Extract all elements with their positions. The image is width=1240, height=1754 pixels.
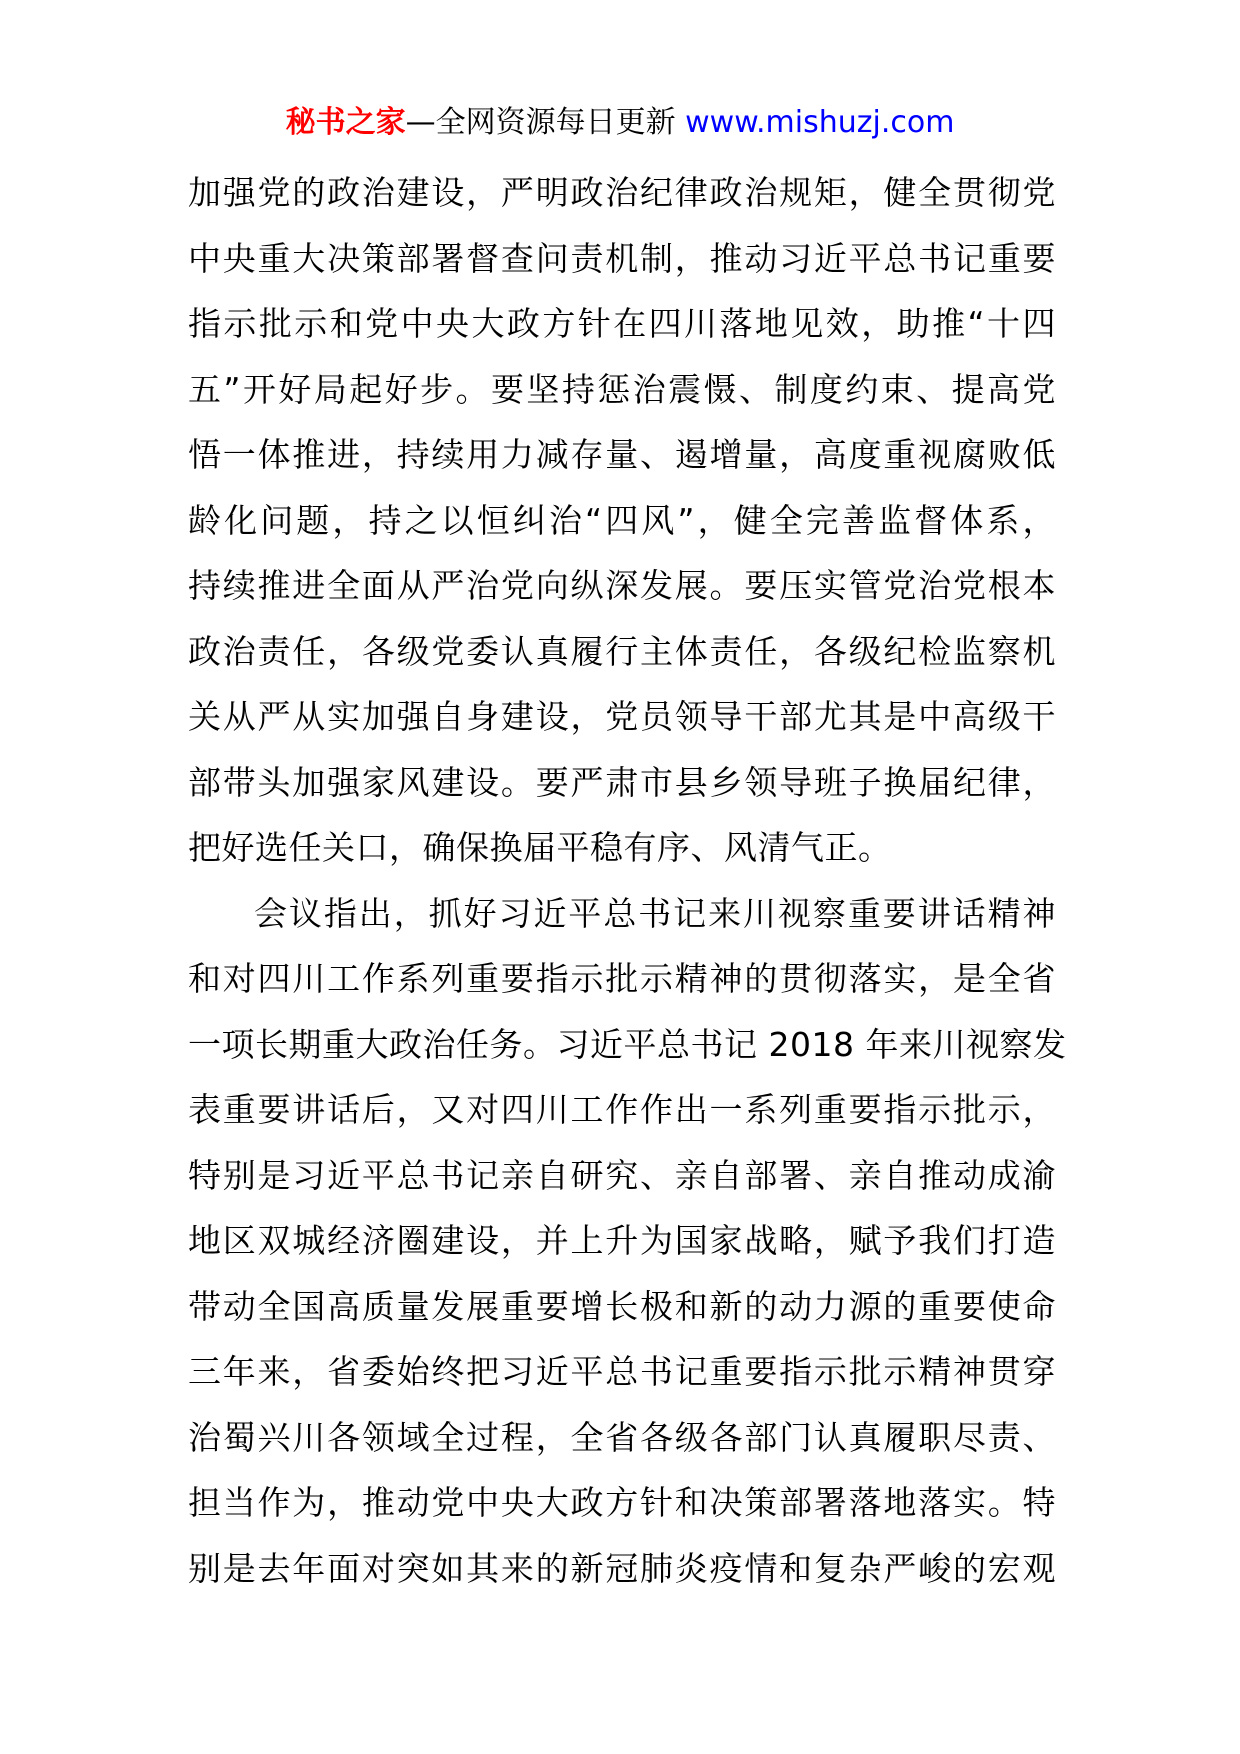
- text-line: 和对四川工作系列重要指示批示精神的贯彻落实，是全省: [188, 959, 1056, 998]
- text-line: 悟一体推进，持续用力减存量、遏增量，高度重视腐败低: [188, 435, 1056, 474]
- text-line: 持续推进全面从严治党向纵深发展。要压实管党治党根本: [188, 566, 1056, 605]
- text-line: 指示批示和党中央大政方针在四川落地见效，助推“十四: [188, 304, 1056, 343]
- site-tagline: —全网资源每日更新: [405, 105, 676, 140]
- text-line: 治蜀兴川各领域全过程，全省各级各部门认真履职尽责、: [188, 1417, 1056, 1457]
- text-line: 特别是习近平总书记亲自研究、亲自部署、亲自推动成渝: [188, 1155, 1056, 1195]
- text-line: 地区双城经济圈建设，并上升为国家战略，赋予我们打造: [188, 1221, 1056, 1260]
- text-line: 担当作为，推动党中央大政方针和决策部署落地落实。特: [188, 1483, 1056, 1522]
- text-line: 关从严从实加强自身建设，党员领导干部尤其是中高级干: [188, 697, 1056, 736]
- site-header: [0, 98, 1240, 148]
- site-url-link[interactable]: www.mishuzj.com: [685, 105, 955, 140]
- text-line: 龄化问题，持之以恒纠治“四风”，健全完善监督体系，: [188, 500, 1056, 540]
- paragraph-1: [188, 160, 1056, 881]
- text-line: 一项长期重大政治任务。习近平总书记 2018 年来川视察发: [188, 1024, 1067, 1064]
- text-line: 把好选任关口，确保换届平稳有序、风清气正。: [188, 828, 892, 867]
- text-line: 加强党的政治建设，严明政治纪律政治规矩，健全贯彻党: [188, 173, 1056, 212]
- text-line: 三年来，省委始终把习近平总书记重要指示批示精神贯穿: [188, 1352, 1056, 1391]
- text-line: 部带头加强家风建设。要严肃市县乡领导班子换届纪律，: [188, 762, 1056, 802]
- text-line: 中央重大决策部署督查问责机制，推动习近平总书记重要: [188, 238, 1056, 278]
- text-line: 政治责任，各级党委认真履行主体责任，各级纪检监察机: [188, 631, 1056, 671]
- text-line: 表重要讲话后，又对四川工作作出一系列重要指示批示，: [188, 1090, 1056, 1129]
- text-line: 带动全国高质量发展重要增长极和新的动力源的重要使命: [188, 1286, 1056, 1326]
- site-brand: 秘书之家: [285, 105, 406, 140]
- text-line: 别是去年面对突如其来的新冠肺炎疫情和复杂严峻的宏观: [188, 1548, 1056, 1588]
- document-body: [188, 160, 1067, 1601]
- text-line: 会议指出，抓好习近平总书记来川视察重要讲话精神: [254, 893, 1056, 933]
- text-line: 五”开好局起好步。要坚持惩治震慑、制度约束、提高党: [188, 369, 1056, 409]
- paragraph-2: [188, 881, 1067, 1602]
